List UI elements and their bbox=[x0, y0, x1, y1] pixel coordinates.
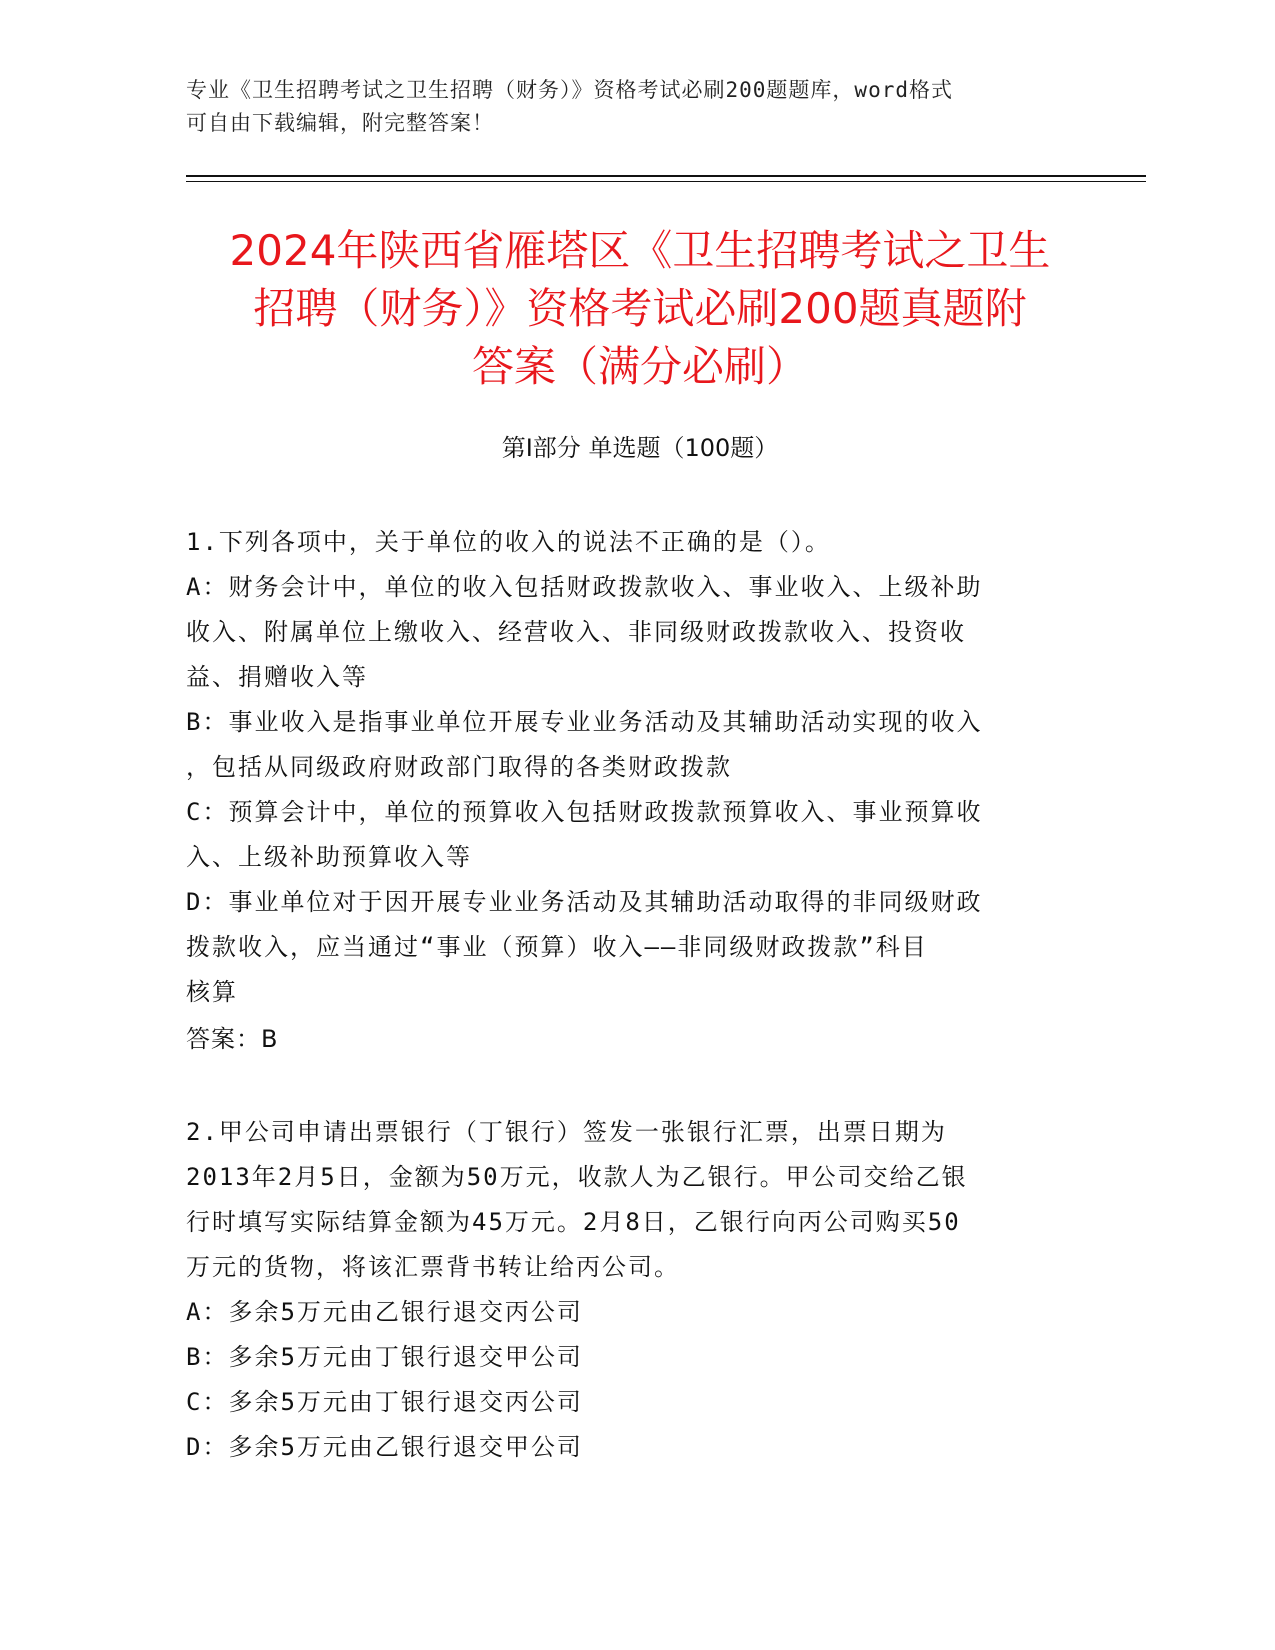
question-stem: 2013年2月5日，金额为50万元，收款人为乙银行。甲公司交给乙银 bbox=[186, 1163, 968, 1191]
option-d-line: 拨款收入，应当通过“事业（预算）收入——非同级财政拨款”科目 bbox=[186, 933, 928, 961]
answer-label: 答案：B bbox=[186, 1025, 279, 1053]
question-stem: 1.下列各项中，关于单位的收入的说法不正确的是（）。 bbox=[186, 528, 831, 556]
document-title bbox=[160, 222, 1120, 396]
question-stem: 行时填写实际结算金额为45万元。2月8日，乙银行向丙公司购买50 bbox=[186, 1208, 961, 1236]
title-line: 答案（满分必刷） bbox=[471, 342, 808, 391]
header-note bbox=[186, 74, 1066, 140]
title-line: 2024年陕西省雁塔区《卫生招聘考试之卫生 bbox=[229, 226, 1051, 275]
question-item bbox=[186, 1110, 1086, 1470]
option-c-line: 入、上级补助预算收入等 bbox=[186, 843, 472, 871]
option-a-line: A：财务会计中，单位的收入包括财政拨款收入、事业收入、上级补助 bbox=[186, 573, 983, 601]
title-line: 招聘（财务）》资格考试必刷200题真题附 bbox=[253, 284, 1027, 333]
option-d-line: D：事业单位对于因开展专业业务活动及其辅助活动取得的非同级财政 bbox=[186, 888, 983, 916]
option-c-line: C：多余5万元由丁银行退交丙公司 bbox=[186, 1388, 583, 1416]
question-item bbox=[186, 520, 1086, 1062]
question-stem: 万元的货物，将该汇票背书转让给丙公司。 bbox=[186, 1253, 680, 1281]
option-d-line: 核算 bbox=[186, 978, 238, 1006]
section-heading: 第Ⅰ部分 单选题（100题） bbox=[501, 434, 779, 462]
header-note-line: 可自由下载编辑，附完整答案！ bbox=[186, 111, 494, 135]
header-divider-thick bbox=[186, 175, 1146, 177]
option-b-line: B：事业收入是指事业单位开展专业业务活动及其辅助活动实现的收入 bbox=[186, 708, 983, 736]
option-a-line: 收入、附属单位上缴收入、经营收入、非同级财政拨款收入、投资收 bbox=[186, 618, 966, 646]
option-d-line: D：多余5万元由乙银行退交甲公司 bbox=[186, 1433, 583, 1461]
option-c-line: C：预算会计中，单位的预算收入包括财政拨款预算收入、事业预算收 bbox=[186, 798, 983, 826]
header-divider-thin bbox=[186, 181, 1146, 182]
header-note-line: 专业《卫生招聘考试之卫生招聘（财务）》资格考试必刷200题题库，word格式 bbox=[186, 78, 953, 102]
question-stem: 2.甲公司申请出票银行（丁银行）签发一张银行汇票，出票日期为 bbox=[186, 1118, 947, 1146]
option-b-line: ，包括从同级政府财政部门取得的各类财政拨款 bbox=[186, 753, 732, 781]
option-b-line: B：多余5万元由丁银行退交甲公司 bbox=[186, 1343, 583, 1371]
option-a-line: A：多余5万元由乙银行退交丙公司 bbox=[186, 1298, 583, 1326]
option-a-line: 益、捐赠收入等 bbox=[186, 663, 368, 691]
